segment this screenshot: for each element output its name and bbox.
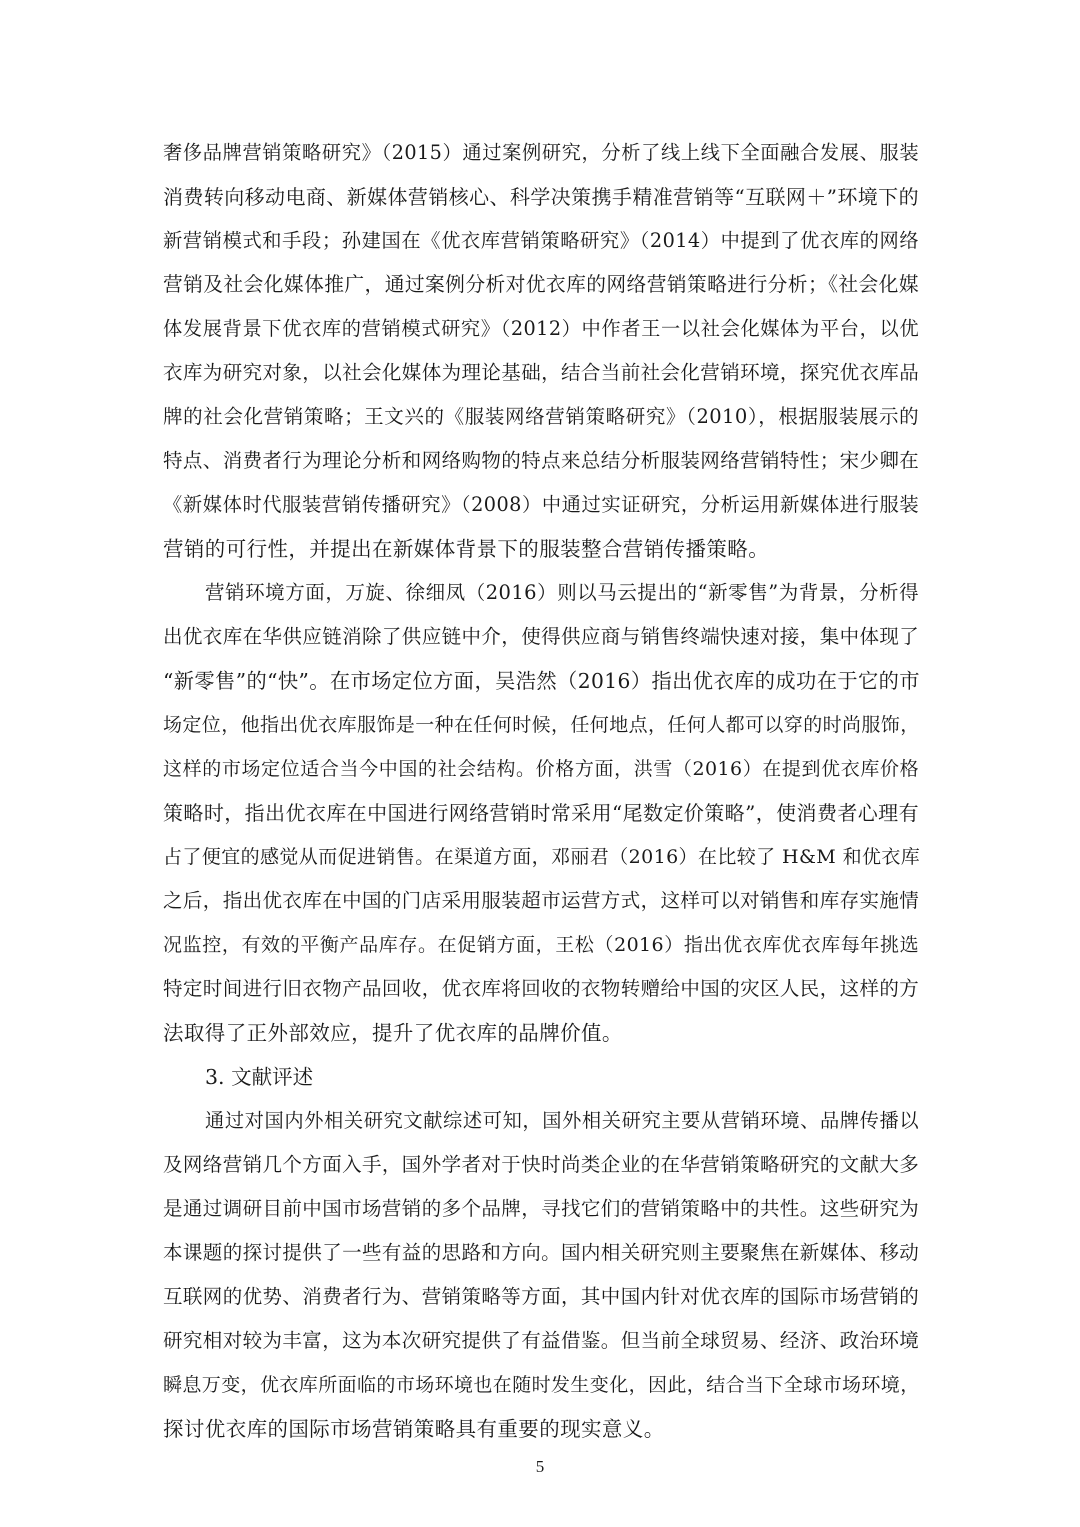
text-line: 是通过调研目前中国市场营销的多个品牌，寻找它们的营销策略中的共性。这些研究为 [163,1197,920,1220]
text-line: 体发展背景下优衣库的营销模式研究》（2012）中作者王一以社会化媒体为平台，以优 [163,317,919,340]
text-line: 出优衣库在华供应链消除了供应链中介，使得供应商与销售终端快速对接，集中体现了 [163,625,920,648]
text-line: 特定时间进行旧衣物产品回收，优衣库将回收的衣物转赠给中国的灾区人民，这样的方 [163,977,920,1000]
text-line: 及网络营销几个方面入手，国外学者对于快时尚类企业的在华营销策略研究的文献大多 [163,1153,920,1176]
text-line: 奢侈品牌营销策略研究》（2015）通过案例研究，分析了线上线下全面融合发展、服装 [163,141,919,164]
text-line: 互联网的优势、消费者行为、营销策略等方面，其中国内针对优衣库的国际市场营销的 [163,1285,920,1308]
text-line: 牌的社会化营销策略；王文兴的《服装网络营销策略研究》（2010），根据服装展示的 [163,405,919,428]
text-line: “新零售”的“快”。在市场定位方面，吴浩然（2016）指出优衣库的成功在于它的市 [163,669,920,693]
section-heading: 3. 文献评述 [205,1065,314,1089]
text-line: 营销环境方面，万旋、徐细凤（2016）则以马云提出的“新零售”为背景，分析得 [205,581,919,604]
text-line: 法取得了正外部效应，提升了优衣库的品牌价值。 [163,1021,623,1045]
text-line: 场定位，他指出优衣库服饰是一种在任何时候，任何地点，任何人都可以穿的时尚服饰， [163,714,920,736]
text-line: 消费转向移动电商、新媒体营销核心、科学决策携手精准营销等“互联网＋”环境下的 [163,185,919,209]
text-line: 之后，指出优衣库在中国的门店采用服装超市运营方式，这样可以对销售和库存实施情 [163,889,920,912]
text-line: 探讨优衣库的国际市场营销策略具有重要的现实意义。 [163,1417,665,1441]
text-line: 研究相对较为丰富，这为本次研究提供了有益借鉴。但当前全球贸易、经济、政治环境 [163,1329,920,1352]
text-line: 衣库为研究对象，以社会化媒体为理论基础，结合当前社会化营销环境，探究优衣库品 [163,361,920,384]
text-line: 《新媒体时代服装营销传播研究》（2008）中通过实证研究，分析运用新媒体进行服装 [163,493,919,516]
text-line: 策略时，指出优衣库在中国进行网络营销时常采用“尾数定价策略”，使消费者心理有 [163,801,919,825]
text-line: 本课题的探讨提供了一些有益的思路和方向。国内相关研究则主要聚焦在新媒体、移动 [163,1241,920,1264]
text-line: 营销及社会化媒体推广，通过案例分析对优衣库的网络营销策略进行分析；《社会化媒 [163,273,919,296]
text-line: 这样的市场定位适合当今中国的社会结构。价格方面，洪雪（2016）在提到优衣库价格 [163,758,919,780]
text-line: 瞬息万变，优衣库所面临的市场环境也在随时发生变化，因此，结合当下全球市场环境， [163,1374,920,1396]
text-line: 况监控，有效的平衡产品库存。在促销方面，王松（2016）指出优衣库优衣库每年挑选 [163,934,919,956]
page-number: 5 [535,1457,545,1476]
text-line: 通过对国内外相关研究文献综述可知，国外相关研究主要从营销环境、品牌传播以 [205,1109,919,1132]
text-line: 特点、消费者行为理论分析和网络购物的特点来总结分析服装网络营销特性；宋少卿在 [163,449,920,472]
text-line: 新营销模式和手段；孙建国在《优衣库营销策略研究》（2014）中提到了优衣库的网络 [163,229,919,252]
text-line: 占了便宜的感觉从而促进销售。在渠道方面，邓丽君（2016）在比较了 H&M 和优衣库 [163,846,921,868]
text-line: 营销的可行性，并提出在新媒体背景下的服装整合营销传播策略。 [163,537,770,561]
